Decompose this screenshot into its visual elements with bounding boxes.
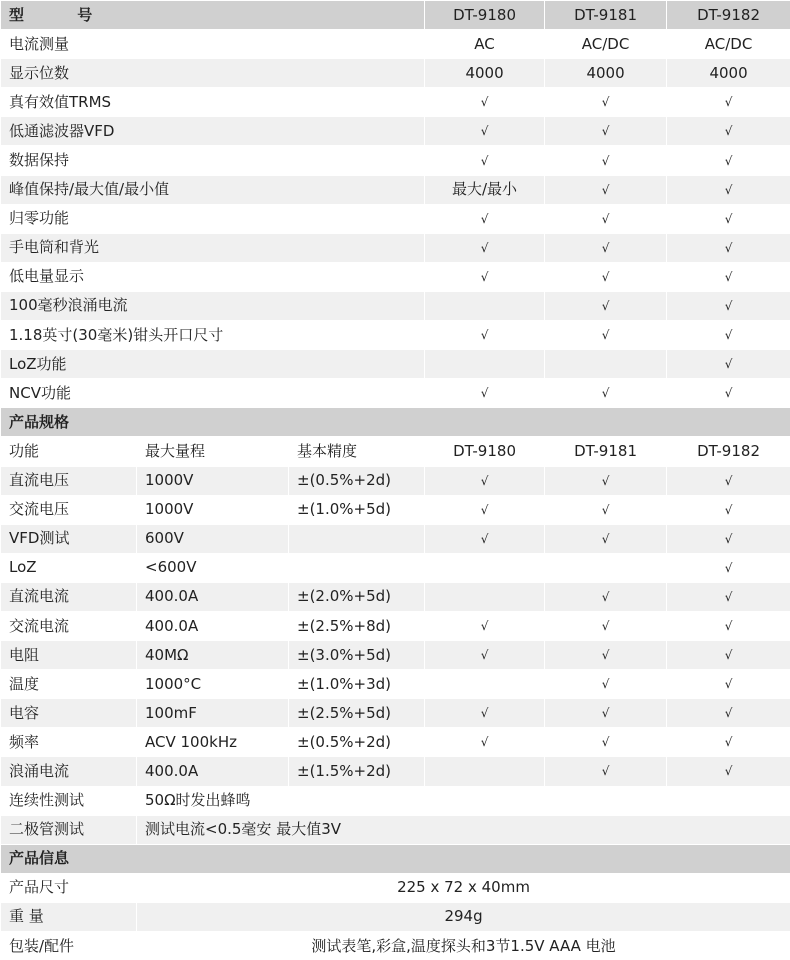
spec-cell: 交流电压 [1,495,137,524]
spec-check: √ [667,466,790,495]
feature-row [1,175,790,204]
feature-row [1,30,790,59]
spec-check: √ [545,641,667,670]
spec-cell: 400.0A [137,757,289,786]
spec-check: √ [667,611,790,640]
model-name: DT-9181 [545,1,667,30]
model-name: DT-9180 [425,437,545,466]
feature-label: 真有效值TRMS [1,88,425,117]
spec-cell: LoZ [1,553,137,582]
model-name: DT-9180 [425,1,545,30]
feature-value: √ [667,88,790,117]
feature-row [1,59,790,88]
feature-value: √ [425,117,545,146]
spec-check: √ [667,699,790,728]
feature-label: NCV功能 [1,379,425,408]
feature-value: AC/DC [545,30,667,59]
spec-cell: 1000V [137,495,289,524]
feature-value: √ [425,379,545,408]
feature-row [1,146,790,175]
spec-check: √ [667,757,790,786]
section-title: 产品信息 [1,844,790,873]
section-title: 产品规格 [1,408,790,437]
spec-check [425,670,545,699]
spec-check: √ [425,699,545,728]
spec-row [1,582,790,611]
feature-value: √ [545,379,667,408]
spec-check: √ [667,495,790,524]
spec-table-body [1,1,790,960]
feature-row [1,233,790,262]
feature-label: 手电筒和背光 [1,233,425,262]
spec-check: √ [667,728,790,757]
feature-value: √ [425,233,545,262]
spec-check: √ [545,728,667,757]
spec-cell [289,524,425,553]
spec-check: √ [545,582,667,611]
spec-check: √ [667,524,790,553]
spec-cell: ±(2.0%+5d) [289,582,425,611]
feature-value: √ [667,146,790,175]
spec-row [1,553,790,582]
feature-value: √ [425,262,545,291]
spec-check: √ [425,611,545,640]
feature-value: √ [667,262,790,291]
feature-value: 4000 [545,59,667,88]
spec-cell: 测试电流<0.5毫安 最大值3V [137,815,790,844]
spec-check: √ [667,641,790,670]
info-value: 225 x 72 x 40mm [137,873,790,902]
spec-cell: 电阻 [1,641,137,670]
spec-cell: ACV 100kHz [137,728,289,757]
feature-row [1,88,790,117]
spec-cell: ±(1.0%+3d) [289,670,425,699]
info-label: 重 量 [1,902,137,931]
model-name: DT-9182 [667,437,790,466]
feature-value: √ [425,204,545,233]
info-row [1,873,790,902]
feature-value: √ [425,88,545,117]
feature-label: 峰值保持/最大值/最小值 [1,175,425,204]
feature-row [1,350,790,379]
spec-check [425,582,545,611]
spec-row [1,757,790,786]
continuity-row [1,786,790,815]
feature-row [1,204,790,233]
spec-check: √ [667,582,790,611]
spec-cell: 温度 [1,670,137,699]
spec-check: √ [545,524,667,553]
spec-row [1,699,790,728]
feature-value: √ [545,262,667,291]
info-row [1,932,790,960]
feature-label: 电流测量 [1,30,425,59]
spec-row [1,641,790,670]
spec-cell: ±(1.0%+5d) [289,495,425,524]
column-header: 最大量程 [137,437,289,466]
info-label: 包装/配件 [1,932,137,960]
feature-value: √ [545,88,667,117]
feature-label: 100毫秒浪涌电流 [1,291,425,320]
spec-check [545,553,667,582]
spec-check: √ [667,670,790,699]
spec-cell: 400.0A [137,582,289,611]
feature-value: √ [667,117,790,146]
column-header: 基本精度 [289,437,425,466]
spec-cell: 电容 [1,699,137,728]
spec-check: √ [545,699,667,728]
feature-row [1,379,790,408]
feature-value: 4000 [425,59,545,88]
spec-cell [289,553,425,582]
spec-row [1,524,790,553]
spec-cell: 连续性测试 [1,786,137,815]
spec-check: √ [425,524,545,553]
spec-row [1,495,790,524]
spec-row [1,466,790,495]
info-section-title [1,844,790,873]
spec-cell: ±(2.5%+8d) [289,611,425,640]
feature-value: √ [545,233,667,262]
feature-value: 最大/最小 [425,175,545,204]
feature-value: √ [545,291,667,320]
feature-value: √ [545,146,667,175]
feature-row [1,321,790,350]
feature-label: 显示位数 [1,59,425,88]
spec-row [1,728,790,757]
info-value: 测试表笔,彩盒,温度探头和3节1.5V AAA 电池 [137,932,790,960]
feature-value: √ [667,175,790,204]
feature-value [425,350,545,379]
feature-value [545,350,667,379]
feature-label: 低通滤波器VFD [1,117,425,146]
spec-check [425,553,545,582]
column-header: 功能 [1,437,137,466]
spec-cell: 二极管测试 [1,815,137,844]
feature-label: 低电量显示 [1,262,425,291]
spec-row [1,670,790,699]
feature-label: LoZ功能 [1,350,425,379]
feature-row [1,291,790,320]
spec-check: √ [545,466,667,495]
spec-check [425,757,545,786]
spec-check: √ [425,466,545,495]
feature-value: √ [667,321,790,350]
spec-cell: ±(3.0%+5d) [289,641,425,670]
spec-cell: 100mF [137,699,289,728]
feature-value: √ [545,321,667,350]
spec-cell: 浪涌电流 [1,757,137,786]
feature-value: √ [667,291,790,320]
feature-row [1,262,790,291]
spec-check: √ [425,728,545,757]
specs-header-row [1,437,790,466]
spec-cell: 直流电压 [1,466,137,495]
feature-label: 归零功能 [1,204,425,233]
model-header-label: 型 号 [1,1,425,30]
info-value: 294g [137,902,790,931]
spec-check: √ [425,641,545,670]
spec-cell: ±(0.5%+2d) [289,728,425,757]
feature-value: √ [425,146,545,175]
spec-row [1,611,790,640]
spec-cell: <600V [137,553,289,582]
feature-value: AC/DC [667,30,790,59]
model-name: DT-9182 [667,1,790,30]
spec-check: √ [425,495,545,524]
diode-row [1,815,790,844]
feature-value: √ [425,321,545,350]
feature-value: √ [545,204,667,233]
spec-cell: 1000°C [137,670,289,699]
info-label: 产品尺寸 [1,873,137,902]
feature-label: 数据保持 [1,146,425,175]
feature-label: 1.18英寸(30毫米)钳头开口尺寸 [1,321,425,350]
spec-cell: 直流电流 [1,582,137,611]
spec-cell: 400.0A [137,611,289,640]
feature-row [1,117,790,146]
specs-section-title [1,408,790,437]
spec-cell: 1000V [137,466,289,495]
spec-check: √ [545,757,667,786]
feature-value: √ [667,233,790,262]
feature-value: √ [667,379,790,408]
feature-value: √ [545,175,667,204]
spec-cell: 交流电流 [1,611,137,640]
info-row [1,902,790,931]
spec-check: √ [545,670,667,699]
spec-cell: 频率 [1,728,137,757]
feature-value: AC [425,30,545,59]
feature-value: √ [667,204,790,233]
spec-check: √ [545,611,667,640]
spec-cell: 50Ω时发出蜂鸣 [137,786,790,815]
feature-value: 4000 [667,59,790,88]
feature-value: √ [667,350,790,379]
model-name: DT-9181 [545,437,667,466]
spec-cell: VFD测试 [1,524,137,553]
models-header-row [1,1,790,30]
feature-value: √ [545,117,667,146]
spec-cell: ±(2.5%+5d) [289,699,425,728]
feature-value [425,291,545,320]
spec-cell: ±(0.5%+2d) [289,466,425,495]
spec-check: √ [667,553,790,582]
spec-cell: 40MΩ [137,641,289,670]
spec-cell: 600V [137,524,289,553]
spec-cell: ±(1.5%+2d) [289,757,425,786]
spec-check: √ [545,495,667,524]
